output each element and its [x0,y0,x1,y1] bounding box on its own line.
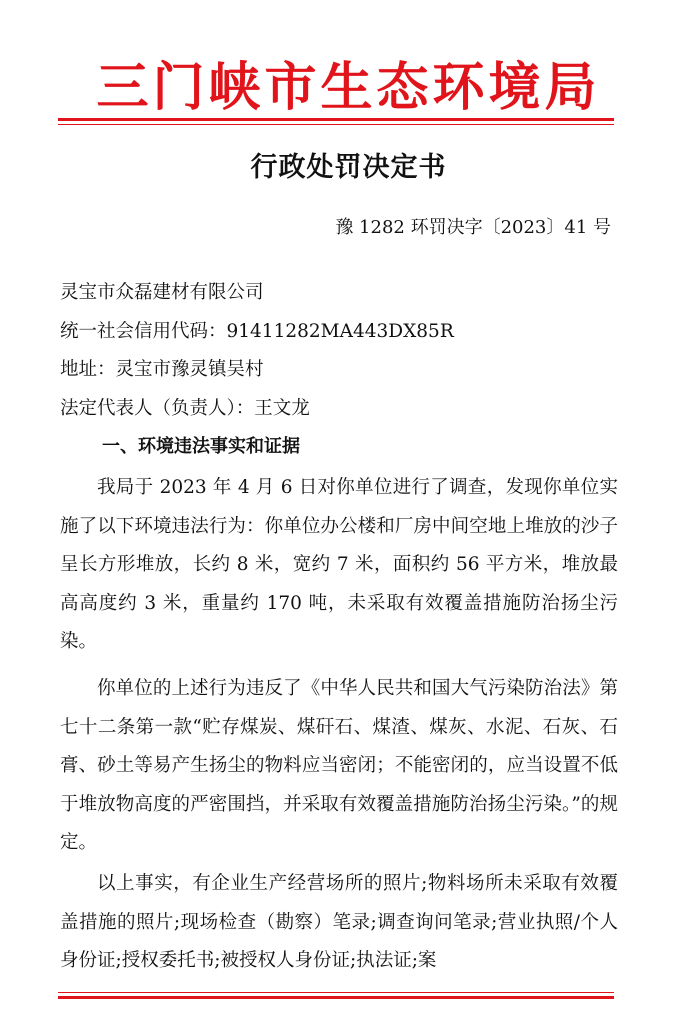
company-address: 地址：灵宝市豫灵镇吴村 [60,359,264,380]
header-red-rule-thick [58,118,614,121]
section-heading-violation-facts: 一、环境违法事实和证据 [102,436,300,457]
paragraph-evidence: 以上事实，有企业生产经营场所的照片;物料场所未采取有效覆盖措施的照片;现场检查（勘察）笔录;调查询问笔录;营业执照/个人身份证;授权委托书;被授权人身份证;执法证;案 [60,873,618,971]
company-name: 灵宝市众磊建材有限公司 [60,282,264,303]
credit-code: 统一社会信用代码：91411282MA443DX85R [60,320,454,342]
paragraph-legal-basis: 你单位的上述行为违反了《中华人民共和国大气污染防治法》第七十二条第一款“贮存煤炭、煤矸石、煤渣、煤灰、水泥、石灰、石膏、砂土等易产生扬尘的物料应当密闭；不能密闭的，应当设置不低于堆放物高度的严密围挡，并采取有效覆盖措施防治扬尘污染。”的规定。 [60,678,618,853]
footer-red-rule-thin [58,992,614,993]
document-title: 行政处罚决定书 [250,152,447,183]
header-red-rule-thin [58,124,614,125]
paragraph-investigation: 我局于 2023 年 4 月 6 日对你单位进行了调查，发现你单位实施了以下环境违法行为：你单位办公楼和厂房中间空地上堆放的沙子呈长方形堆放，长约 8 米，宽约 7 米，面积约 56 平方米，堆放最高高度约 3 米，重量约 170 吨，未采取有效覆盖措施防治扬尘污染。 [60,477,618,652]
legal-representative: 法定代表人（负责人）：王文龙 [60,397,310,419]
footer-red-rule-thick [58,996,614,999]
document-number: 豫 1282 环罚决字〔2023〕41 号 [335,217,611,238]
issuing-authority-title: 三门峡市生态环境局 [96,57,601,118]
party-info [60,274,620,428]
